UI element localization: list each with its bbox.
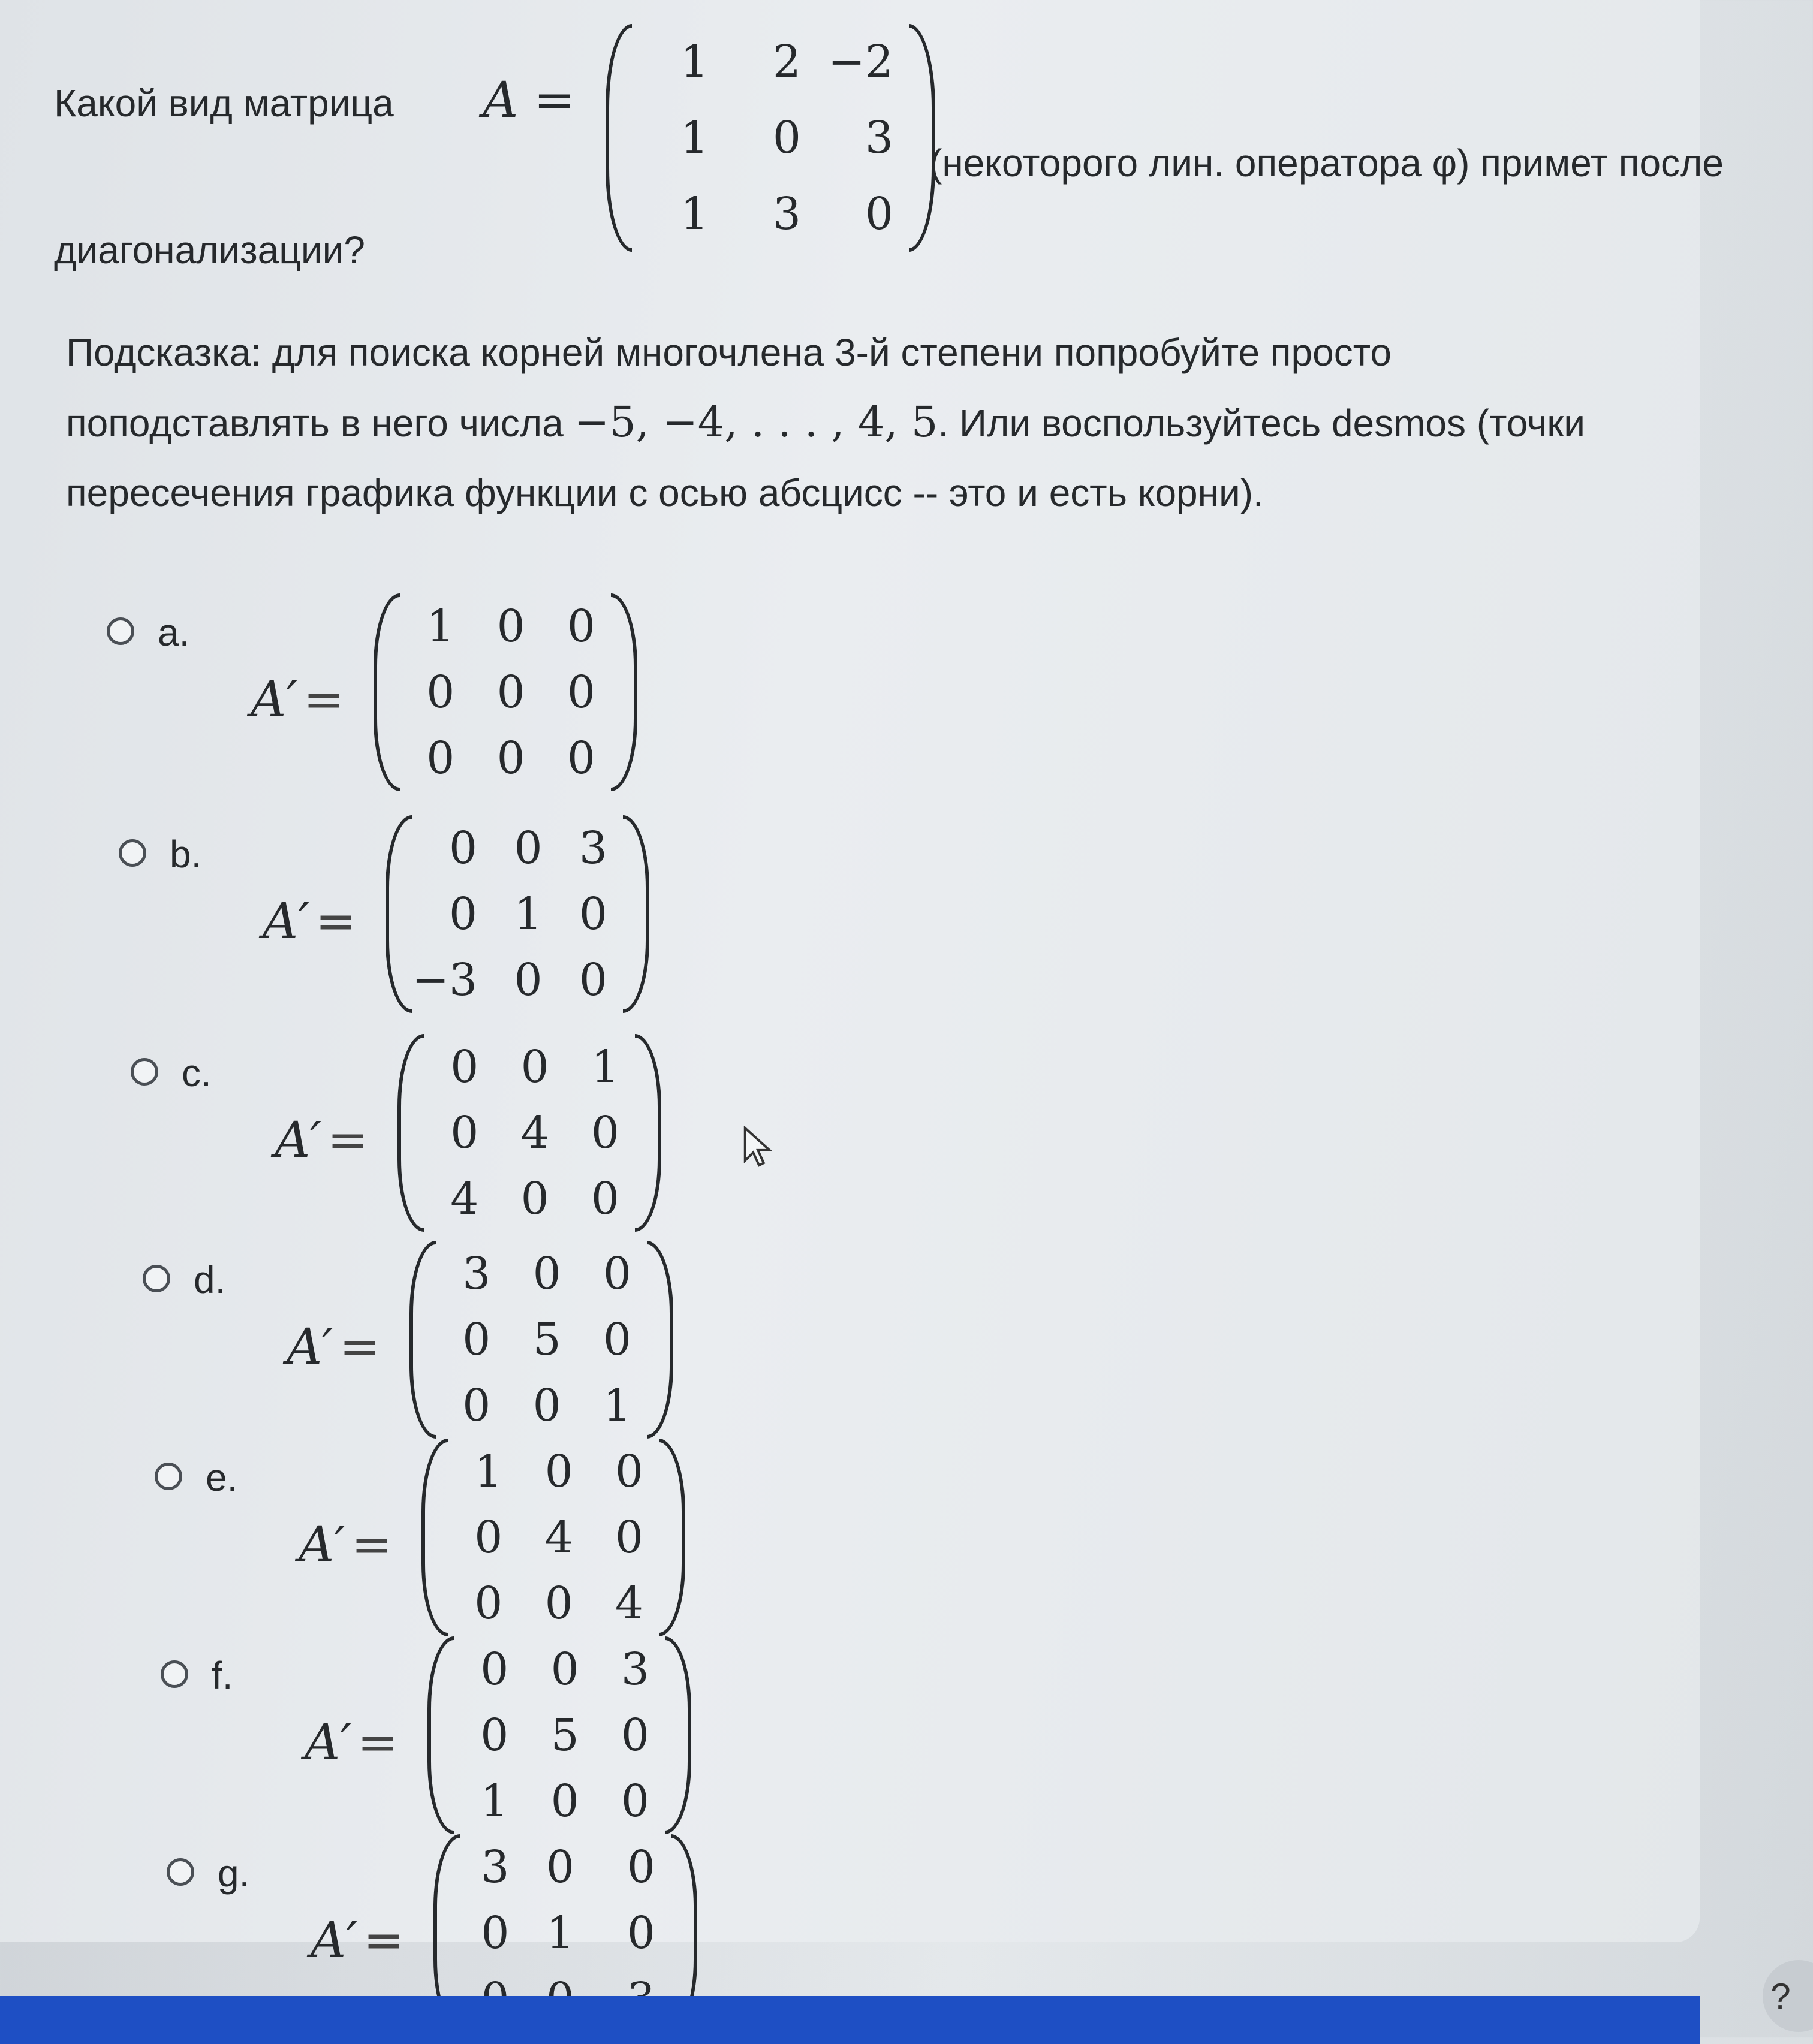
matrix-cell: 4 [544, 1512, 573, 1563]
matrix-cell: 0 [496, 601, 525, 652]
matrix-cell: 0 [514, 822, 543, 874]
question-wrap: диагонализации? [54, 228, 365, 272]
matrix-cell: 0 [544, 1578, 573, 1629]
radio-button[interactable] [131, 1058, 158, 1086]
radio-button[interactable] [107, 617, 134, 645]
matrix-cell: 0 [550, 1775, 579, 1827]
option-lhs: A′ = [275, 1112, 369, 1169]
question-text [54, 24, 1793, 272]
matrix-cell: 0 [450, 1041, 479, 1093]
matrix-variable: A = [483, 72, 575, 129]
answer-option[interactable] [155, 1446, 874, 1642]
matrix-cell: 4 [615, 1578, 643, 1629]
option-matrix [427, 1636, 691, 1834]
option-lhs: A′ = [299, 1517, 393, 1573]
matrix-cell: 0 [462, 1380, 491, 1431]
matrix-cell: 2 [772, 36, 801, 88]
matrix-cell: 3 [621, 1644, 649, 1695]
option-matrix [374, 593, 637, 791]
matrix-cell: 1 [591, 1041, 619, 1093]
matrix-cell: 0 [550, 1644, 579, 1695]
matrix-cell: 0 [615, 1512, 643, 1563]
matrix-cell: 0 [474, 1578, 503, 1629]
option-letter: f. [212, 1654, 233, 1697]
matrix-cell: 1 [603, 1380, 631, 1431]
matrix-cell: 0 [532, 1380, 561, 1431]
matrix-cell: 0 [462, 1314, 491, 1365]
matrix-cell: 0 [772, 111, 801, 164]
option-letter: e. [206, 1456, 238, 1499]
matrix-cell: 5 [550, 1710, 579, 1761]
matrix-cell: 0 [426, 732, 455, 784]
radio-button[interactable] [167, 1858, 194, 1886]
matrix-cell: 0 [520, 1041, 549, 1093]
matrix-cell: 0 [450, 1107, 479, 1159]
matrix-cell: 1 [474, 1446, 503, 1497]
option-lhs: A′ = [263, 893, 357, 950]
radio-button[interactable] [119, 839, 146, 867]
matrix-cell: 4 [520, 1107, 549, 1159]
option-letter: b. [170, 833, 202, 876]
matrix-cell: 3 [481, 1841, 510, 1893]
matrix-cell: 0 [449, 888, 478, 940]
answer-option[interactable] [143, 1248, 862, 1445]
answer-option[interactable] [119, 822, 838, 1019]
matrix-cell: 0 [627, 1907, 655, 1959]
option-letter: d. [194, 1258, 226, 1301]
question-prefix: Какой вид матрица [54, 82, 394, 125]
answer-option[interactable] [161, 1644, 880, 1840]
matrix-cell: −3 [412, 954, 478, 1006]
matrix-cell: 0 [567, 732, 595, 784]
answer-option[interactable] [107, 601, 826, 797]
hint-line-3: пересечения графика функции с осью абсцисс -- это и есть корни). [66, 471, 1264, 514]
matrix-cell: 1 [546, 1907, 574, 1959]
matrix-cell: 0 [627, 1841, 655, 1893]
matrix-cell: 0 [514, 954, 543, 1006]
question-suffix: (некоторого лин. оператора φ) примет после [929, 141, 1724, 185]
option-letter: c. [182, 1051, 212, 1095]
option-lhs: A′ = [311, 1912, 405, 1969]
hint-line-2: поподставлять в него числа −5, −4, . . . , 4, 5. Или воспользуйтесь desmos (точки [66, 397, 1585, 447]
matrix-cell: 0 [449, 822, 478, 874]
mouse-cursor-icon [742, 1126, 778, 1168]
option-matrix [421, 1439, 685, 1636]
matrix-cell: 0 [481, 1907, 510, 1959]
matrix-cell: 0 [567, 601, 595, 652]
matrix-cell: 3 [865, 111, 893, 164]
matrix-cell: 0 [591, 1173, 619, 1225]
matrix-cell: 3 [579, 822, 607, 874]
matrix-cell: 0 [480, 1710, 509, 1761]
matrix-cell: 3 [462, 1248, 491, 1300]
footer-bar [0, 1996, 1700, 2044]
matrix-cell: 5 [532, 1314, 561, 1365]
hint-text [66, 318, 1721, 527]
matrix-cell: 0 [615, 1446, 643, 1497]
matrix-cell: 0 [621, 1710, 649, 1761]
matrix-cell: −2 [827, 36, 893, 88]
question-matrix [606, 24, 935, 252]
option-letter: a. [158, 611, 190, 654]
matrix-cell: 0 [621, 1775, 649, 1827]
radio-button[interactable] [143, 1265, 170, 1292]
matrix-cell: 0 [520, 1173, 549, 1225]
help-button[interactable]: ? [1763, 1960, 1813, 2032]
matrix-cell: 0 [546, 1841, 574, 1893]
hint-line-1: Подсказка: для поиска корней многочлена 3-й степени попробуйте просто [66, 331, 1392, 374]
option-lhs: A′ = [305, 1714, 399, 1771]
matrix-cell: 0 [496, 667, 525, 718]
radio-button[interactable] [155, 1463, 182, 1490]
matrix-cell: 0 [579, 954, 607, 1006]
matrix-cell: 1 [680, 36, 709, 88]
matrix-cell: 3 [772, 188, 801, 240]
option-lhs: A′ = [287, 1319, 381, 1376]
option-letter: g. [218, 1852, 250, 1895]
matrix-cell: 0 [544, 1446, 573, 1497]
matrix-cell: 0 [474, 1512, 503, 1563]
matrix-cell: 1 [426, 601, 455, 652]
option-matrix [397, 1034, 661, 1232]
matrix-cell: 1 [480, 1775, 509, 1827]
matrix-cell: 0 [532, 1248, 561, 1300]
matrix-cell: 1 [680, 188, 709, 240]
option-matrix [386, 815, 649, 1013]
option-lhs: A′ = [251, 671, 345, 728]
matrix-cell: 0 [865, 188, 893, 240]
matrix-cell: 0 [591, 1107, 619, 1159]
matrix-cell: 0 [567, 667, 595, 718]
matrix-cell: 1 [680, 111, 709, 164]
matrix-cell: 0 [579, 888, 607, 940]
matrix-cell: 0 [426, 667, 455, 718]
option-matrix [409, 1241, 673, 1439]
matrix-cell: 0 [603, 1314, 631, 1365]
matrix-cell: 4 [450, 1173, 479, 1225]
matrix-cell: 1 [514, 888, 543, 940]
radio-button[interactable] [161, 1660, 188, 1688]
matrix-cell: 0 [480, 1644, 509, 1695]
matrix-cell: 0 [603, 1248, 631, 1300]
matrix-cell: 0 [496, 732, 525, 784]
